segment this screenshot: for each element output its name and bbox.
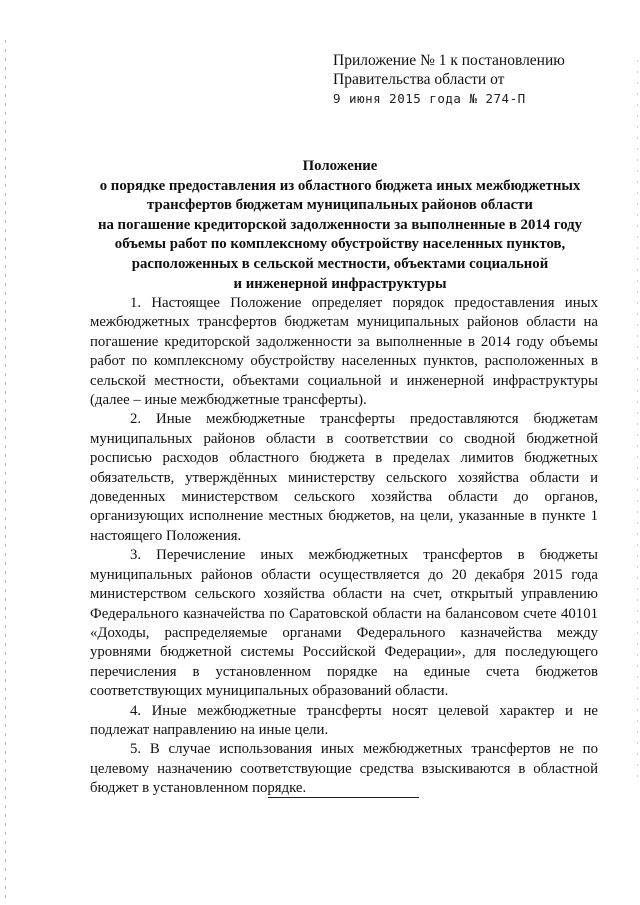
document-body — [90, 294, 598, 799]
title-line-5: объемы работ по комплексному обустройству населенных пунктов, — [114, 236, 566, 253]
document-title — [70, 157, 610, 294]
appendix-header — [333, 51, 565, 108]
title-line-4: на погашение кредиторской задолженности за выполненные в 2014 году — [97, 216, 583, 233]
title-line-6: расположенных в сельской местности, объектами социальной — [131, 255, 549, 272]
paragraph-2: 2. Иные межбюджетные трансферты предоставляются бюджетам муниципальных районов области в соответствии со сводной бюджетной росписью расходов областного бюджета в пределах лимитов бюджетных обязательств, утверждённых министерству сельского хозяйства области и доведенных министерством сельского хозяйства области до органов, организующих исполнение местных бюджетов, на цели, указанные в пункте 1 настоящего Положения. — [90, 411, 598, 544]
paragraph-5: 5. В случае использования иных межбюджетных трансфертов не по целевому назначению соответствующие средства взыскиваются в областной бюджет в установленном порядке. — [90, 741, 598, 797]
title-line-7: и инженерной инфраструктуры — [233, 275, 447, 292]
scan-edge-right — [637, 60, 638, 780]
appendix-line-2: Правительства области от — [333, 71, 505, 88]
title-line-2: о порядке предоставления из областного бюджета иных межбюджетных — [99, 177, 581, 194]
paragraph-1: 1. Настоящее Положение определяет порядок предоставления иных межбюджетных трансфертов бюджетам муниципальных районов области на погашение кредиторской задолженности за выполненные в 2014 году объемы работ по комплексному обустройству населенных пунктов, расположенных в сельской местности, объектами социальной и инженерной инфраструктуры (далее – иные межбюджетные трансферты). — [90, 295, 598, 409]
title-line-1: Положение — [302, 158, 378, 174]
closing-rule — [268, 797, 419, 798]
scan-edge-left — [5, 40, 6, 900]
paragraph-3: 3. Перечисление иных межбюджетных трансфертов в бюджеты муниципальных районов области осуществляется до 20 декабря 2015 года министерством сельского хозяйства области на счет, открытый управлению Федерального казначейства по Саратовской области на балансовом счете 40101 «Доходы, распределяемые органами Федерального казначейства между уровнями бюджетной системы Российской Федерации», для последующего перечисления в установленном порядке на единые счета бюджетов соответствующих муниципальных образований области. — [90, 547, 598, 700]
title-line-3: трансфертов бюджетам муниципальных районов области — [147, 197, 533, 214]
appendix-date-stamp: 9 июня 2015 года № 274-П — [333, 91, 526, 106]
paragraph-4: 4. Иные межбюджетные трансферты носят целевой характер и не подлежат направлению на иные цели. — [90, 702, 598, 738]
appendix-line-1: Приложение № 1 к постановлению — [333, 52, 565, 69]
